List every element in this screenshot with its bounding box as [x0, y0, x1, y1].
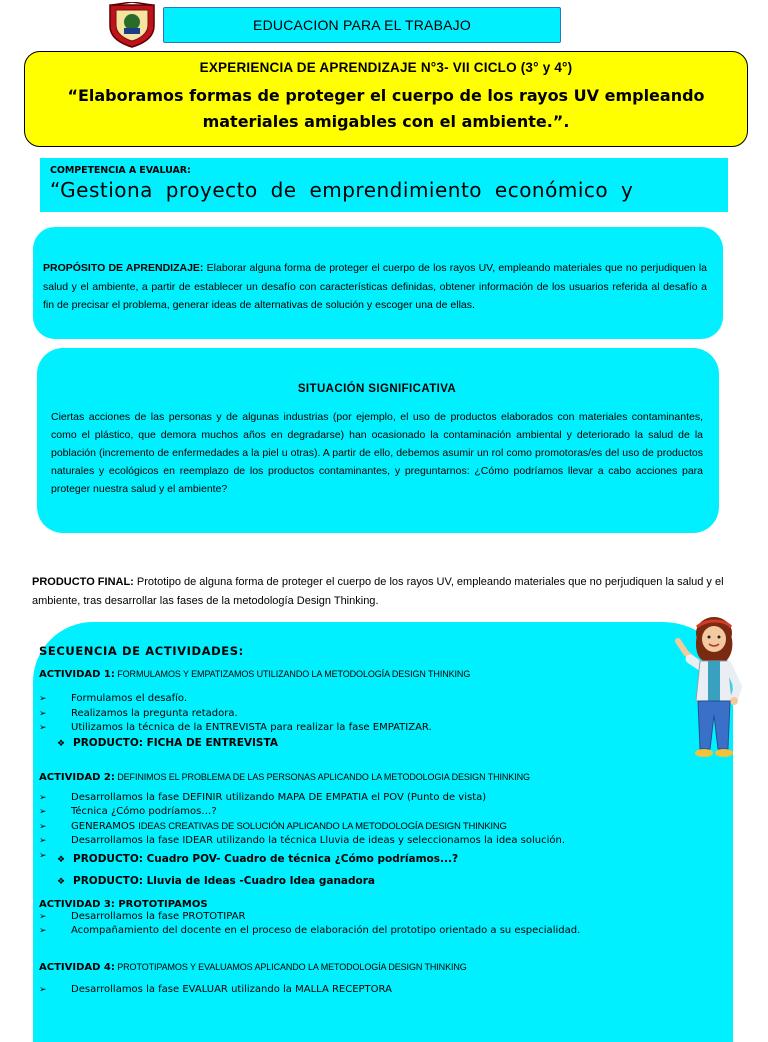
activity-3-label: ACTIVIDAD 3: PROTOTIPAMOS: [39, 898, 208, 910]
list-item: ➢ GENERAMOS IDEAS CREATIVAS DE SOLUCIÓN APLICANDO LA METODOLOGÍA DESIGN THINKING: [39, 820, 723, 835]
activity-1-desc: FORMULAMOS Y EMPATIZAMOS UTILIZANDO LA METODOLOGÍA DESIGN THINKING: [114, 669, 471, 679]
activity-4-heading: [39, 962, 723, 973]
proposito-paragraph: [43, 259, 707, 315]
list-item: ➢ Desarrollamos la fase IDEAR utilizando la técnica Lluvia de ideas y seleccionamos la idea solución.: [39, 834, 723, 849]
list-item: ➢ Desarrollamos la fase PROTOTIPAR: [39, 910, 723, 925]
producto-final-label: PRODUCTO FINAL:: [32, 576, 134, 588]
arrow-bullet-icon: ➢: [39, 984, 47, 995]
arrow-bullet-icon: ➢: [39, 792, 47, 803]
arrow-bullet-icon: ➢: [39, 708, 47, 719]
experience-title: “Elaboramos formas de proteger el cuerpo de los rayos UV empleando materiales amigables con el ambiente.”.: [67, 86, 705, 131]
arrow-bullet-icon: ➢: [39, 911, 47, 922]
arrow-bullet-icon: ➢: [39, 836, 47, 846]
situacion-title: SITUACIÓN SIGNIFICATIVA: [297, 383, 457, 395]
list-item: ➢ Desarrollamos la fase EVALUAR utilizando la MALLA RECEPTORA: [39, 983, 723, 998]
list-item: ➢ Realizamos la pregunta retadora.: [39, 707, 723, 722]
arrow-bullet-icon: ➢: [39, 723, 47, 733]
list-item: ➢ Utilizamos la técnica de la ENTREVISTA para realizar la fase EMPATIZAR.: [39, 721, 723, 736]
competencia-label: COMPETENCIA A EVALUAR:: [50, 165, 191, 176]
proposito-text: Elaborar alguna forma de proteger el cuerpo de los rayos UV, empleando materiales que no perjudiquen la salud y el ambiente, a partir de establecer un desafío con características definidas, obtener información de los usuarios referida al desafío a fin de precisar el problema, generar ideas de alternativas de solución y escoger una de ellas.: [43, 262, 707, 311]
arrow-bullet-icon: ➢: [39, 694, 47, 704]
diamond-bullet-icon: ❖: [57, 738, 66, 749]
student-girl-illustration: [664, 615, 760, 763]
producto-final-text: Prototipo de alguna forma de proteger el cuerpo de los rayos UV, empleando materiales que no perjudiquen la salud y el ambiente, tras desarrollar las fases de la metodología Design Thinking: [32, 576, 724, 607]
secuencia-title: SECUENCIA DE ACTIVIDADES:: [39, 644, 244, 658]
small-diamond-bullet-icon: ❖: [57, 876, 66, 887]
arrow-bullet-icon: ➢: [39, 807, 47, 817]
arrow-bullet-icon: ➢: [39, 926, 47, 936]
situacion-box: [37, 348, 719, 533]
activity-2-product-2: ❖ PRODUCTO: Lluvia de Ideas -Cuadro Idea ganadora: [57, 874, 376, 887]
competencia-box: [40, 158, 728, 212]
list-item: ➢ Desarrollamos la fase DEFINIR utilizando MAPA DE EMPATIA el POV (Punto de vista): [39, 791, 723, 806]
diamond-bullet-icon: ❖: [57, 854, 66, 865]
activity-1-product: ❖ PRODUCTO: FICHA DE ENTREVISTA: [57, 736, 278, 749]
proposito-box: [33, 227, 723, 339]
activity-2-product-1: ❖ PRODUCTO: Cuadro POV- Cuadro de técnica ¿Cómo podríamos...?: [57, 852, 459, 865]
activity-2-desc: DEFINIMOS EL PROBLEMA DE LAS PERSONAS APLICANDO LA METODOLOGIA DESIGN THINKING: [114, 771, 530, 782]
activity-1-steps: [39, 692, 723, 736]
subject-header: [163, 7, 561, 43]
secuencia-box: [33, 622, 733, 1042]
list-item: ➢ Formulamos el desafío.: [39, 692, 723, 707]
list-item: ➢ Acompañamiento del docente en el proceso de elaboración del prototipo orientado a su especialidad.: [39, 924, 723, 939]
school-crest-icon: [106, 2, 158, 48]
subject-title: EDUCACION PARA EL TRABAJO: [253, 17, 471, 33]
proposito-label: PROPÓSITO DE APRENDIZAJE:: [43, 262, 204, 274]
activity-3-heading: [39, 899, 723, 910]
activity-2-heading: [39, 772, 723, 783]
competencia-text: “Gestiona proyecto de emprendimiento económico y: [50, 178, 634, 202]
producto-final-end: .: [375, 594, 379, 607]
arrow-bullet-icon: ➢: [39, 821, 47, 832]
list-item: ➢ Técnica ¿Cómo podríamos…?: [39, 805, 723, 820]
experience-label: EXPERIENCIA DE APRENDIZAJE N°3- VII CICLO (3° y 4°): [199, 60, 573, 75]
producto-final: [32, 573, 738, 610]
activity-3-steps: [39, 910, 723, 939]
situacion-text: Ciertas acciones de las personas y de algunas industrias (por ejemplo, el uso de productos elaborados con materiales contaminantes, como el plástico, que demora muchos años en degradarse) han ocasionado la contaminación ambiental y deteriorado la salud de la población (incremento de enfermedades a la piel u otras). A partir de ello, debemos asumir un rol como promotoras/es del uso de productos naturales y ecológicos en reemplazo de los productos contaminantes, y preguntarnos: ¿Cómo podríamos llevar a cabo acciones para proteger nuestra salud y el ambiente?: [51, 411, 703, 495]
activity-4-label: ACTIVIDAD 4:: [39, 961, 115, 973]
activity-2-label: ACTIVIDAD 2:: [39, 771, 115, 783]
experience-box: [24, 51, 748, 147]
activity-4-steps: [39, 983, 723, 998]
arrow-bullet-icon: ➢: [39, 850, 47, 861]
activity-1-heading: [39, 669, 723, 680]
activity-4-desc: PROTOTIPAMOS Y EVALUAMOS APLICANDO LA METODOLOGÍA DESIGN THINKING: [114, 961, 467, 972]
activity-1-label: ACTIVIDAD 1:: [39, 669, 115, 680]
